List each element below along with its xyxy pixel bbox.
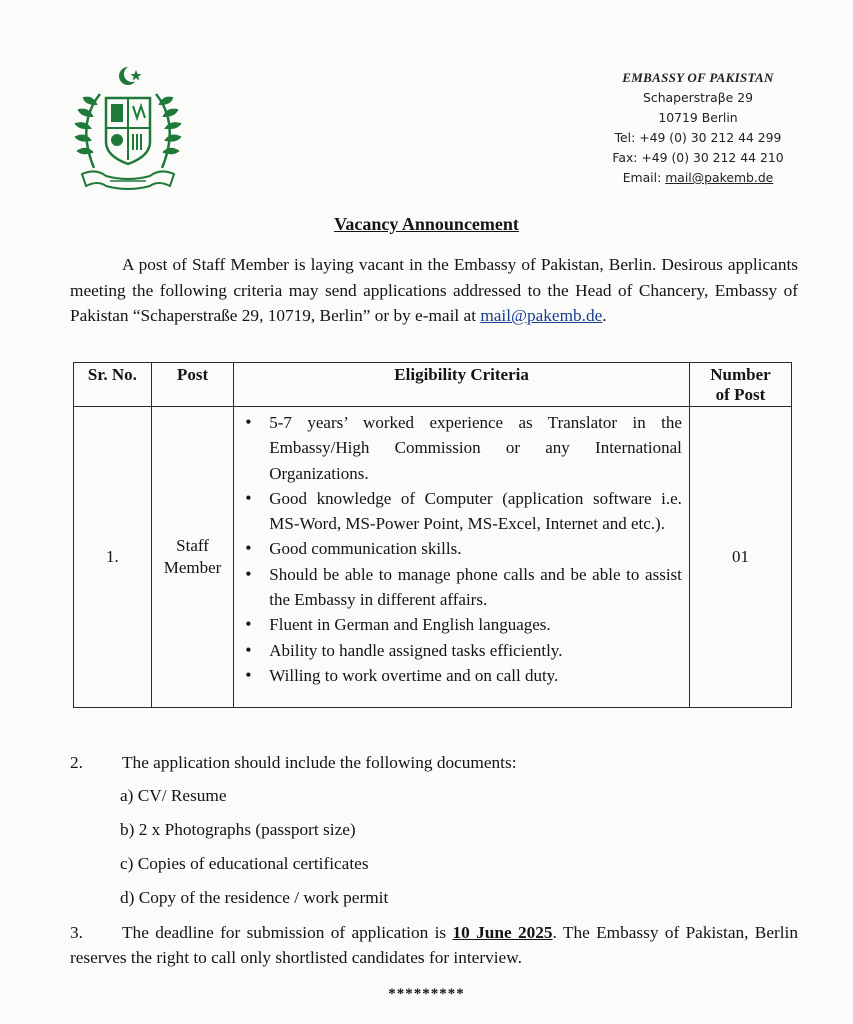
embassy-name: EMBASSY OF PAKISTAN [622,70,774,85]
section-2-text: The application should include the following documents: [122,753,517,772]
section-3-text-after: . The Embassy of Pakistan, Berlin reserves the right to call only shortlisted candidates for interview. [70,923,798,967]
header-eligibility-criteria: Eligibility Criteria [234,363,690,407]
embassy-address-block [600,68,796,188]
street-address: Schaperstraβe 29 [643,90,753,105]
criteria-item: • Ability to handle assigned tasks efficiently. [269,638,682,663]
header-number-of-post [689,363,791,407]
cell-number-of-post: 01 [689,407,791,708]
cell-sr-no: 1. [74,407,152,708]
city-address: 10719 Berlin [658,110,738,125]
header-sr-no: Sr. No. [74,363,152,407]
criteria-item: • Good communication skills. [269,536,682,561]
intro-paragraph [70,252,798,329]
cell-criteria [234,407,690,708]
post-line1: Staff [176,536,209,556]
section-3-text-before: The deadline for submission of application is [122,923,453,942]
document-item: c) Copies of educational certificates [120,854,369,873]
criteria-item: • Fluent in German and English languages. [269,612,682,637]
table-header-row [74,363,792,407]
telephone-number: Tel: +49 (0) 30 212 44 299 [614,130,782,145]
section-3-number: 3. [70,923,83,942]
eligibility-table [73,362,792,708]
cell-post [151,407,233,708]
email-line [600,168,796,188]
email-label: Email: [622,170,666,185]
document-item: d) Copy of the residence / work permit [120,888,389,907]
section-2-number: 2. [70,753,83,772]
intro-end: . [602,306,607,325]
deadline-date: 10 June 2025 [452,923,553,942]
state-emblem-icon [66,64,190,196]
header-number-line2: of Post [715,385,766,404]
criteria-item: • Willing to work overtime and on call duty. [269,663,682,688]
email-link[interactable]: mail@pakemb.de [665,170,774,185]
criteria-item: • Good knowledge of Computer (application software i.e. MS-Word, MS-Power Point, MS-Excel, Internet and etc.). [269,486,682,537]
criteria-item: • Should be able to manage phone calls and be able to assist the Embassy in different affairs. [269,562,682,613]
document-item: b) 2 x Photographs (passport size) [120,820,356,839]
end-of-document-marker: ********* [388,986,465,1002]
document-item: a) CV/ Resume [120,786,227,805]
criteria-list [235,408,688,706]
intro-text: A post of Staff Member is laying vacant in the Embassy of Pakistan, Berlin. Desirous applicants meeting the following criteria may send applications addressed to the Head of Chancery, Embassy of Pakistan “Schaperstraße 29, 10719, Berlin” or by e-mail at [70,255,798,325]
page-title: Vacancy Announcement [334,214,519,234]
post-line2: Member [163,558,222,578]
table-row [74,407,792,708]
section-3 [70,920,798,970]
intro-email-link[interactable]: mail@pakemb.de [480,306,603,325]
fax-number: Fax: +49 (0) 30 212 44 210 [612,150,784,165]
header-number-line1: Number [710,365,771,384]
criteria-item: • 5-7 years’ worked experience as Translator in the Embassy/High Commission or any International Organizations. [269,410,682,486]
header-post: Post [151,363,233,407]
